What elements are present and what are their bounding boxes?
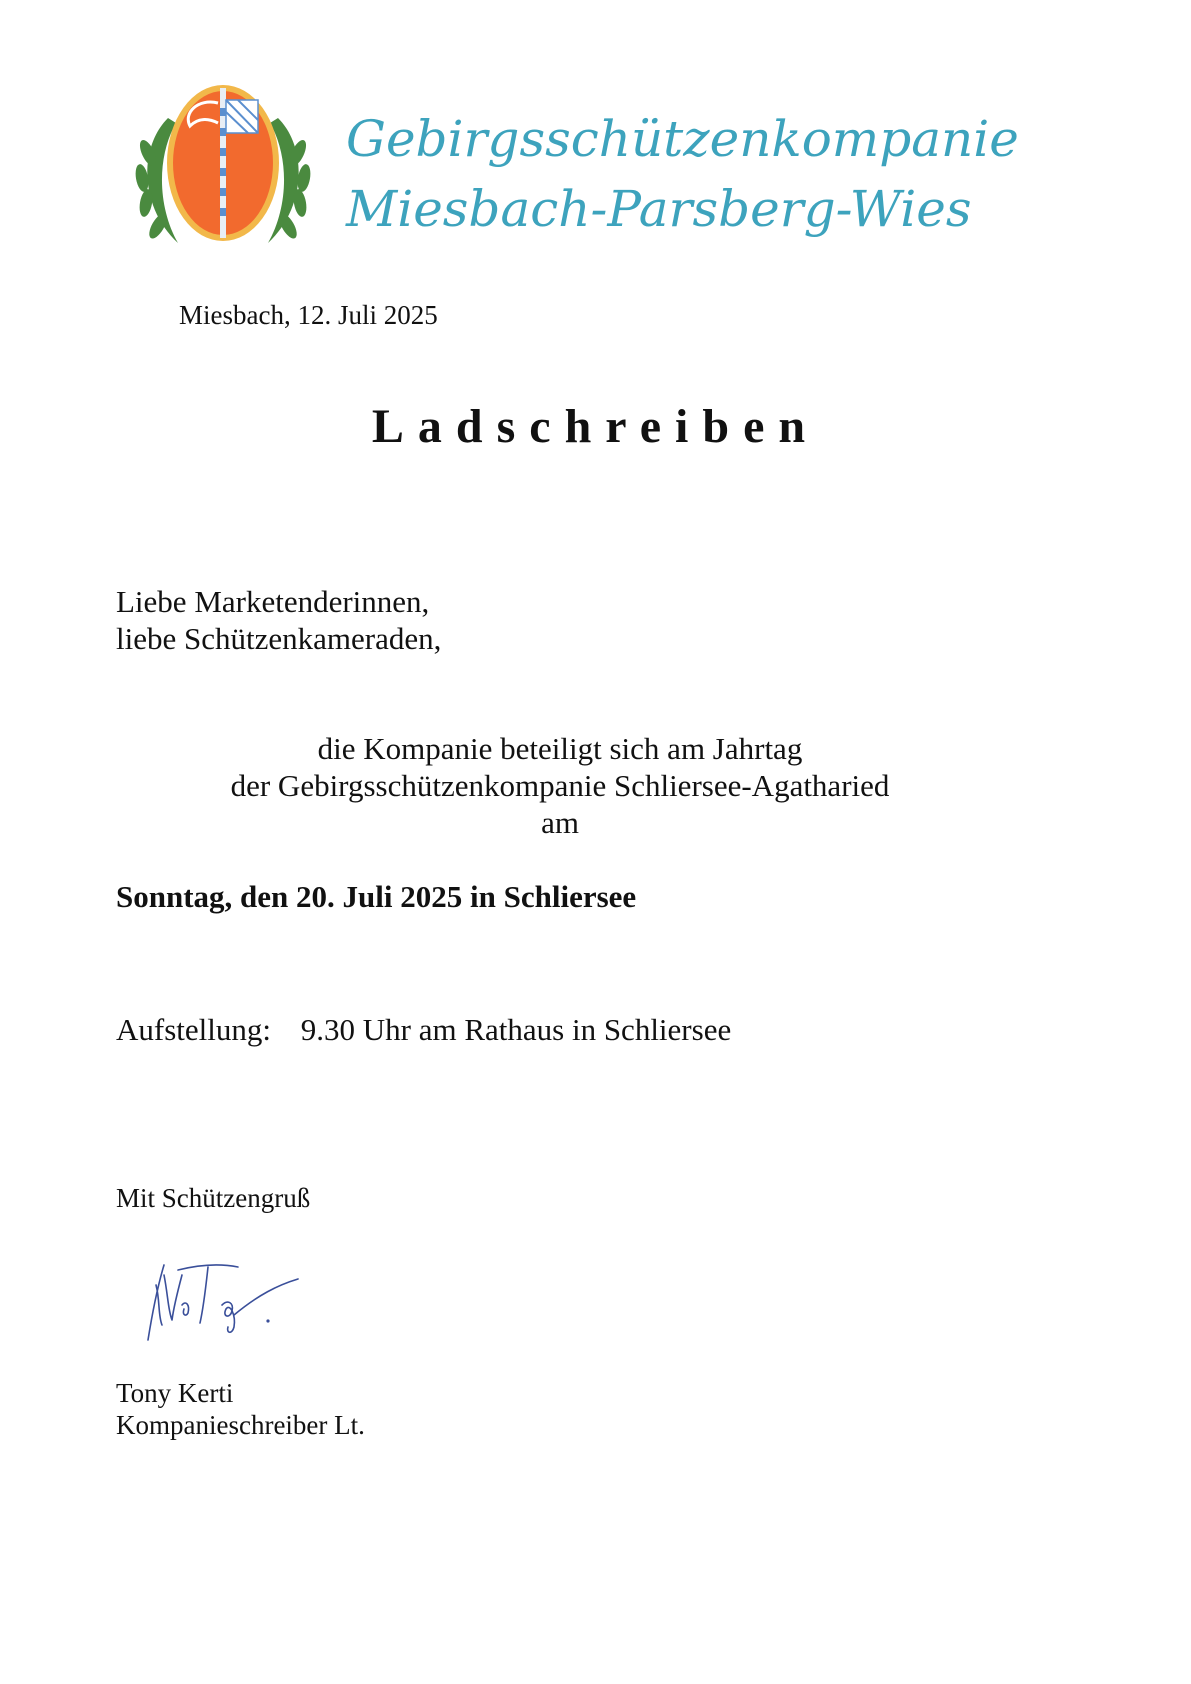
letterhead: [128, 78, 1019, 258]
signer-block: [116, 1377, 365, 1441]
assembly-label: Aufstellung:: [116, 1012, 271, 1047]
place-date: Miesbach, 12. Juli 2025: [179, 300, 438, 330]
invitation-body: [150, 730, 970, 841]
body-line1: die Kompanie beteiligt sich am Jahrtag: [317, 731, 803, 766]
closing-greeting: Mit Schützengruß: [116, 1183, 311, 1213]
body-line2: der Gebirgsschützenkompanie Schliersee-Agatharied: [230, 768, 890, 803]
company-crest-icon: [128, 78, 318, 258]
signer-role: Kompanieschreiber Lt.: [116, 1410, 365, 1440]
company-name-line2: Miesbach-Parsberg-Wies: [346, 180, 972, 238]
assembly-info: [116, 1012, 731, 1048]
assembly-value: 9.30 Uhr am Rathaus in Schliersee: [300, 1012, 732, 1047]
document-title: Ladschreiben: [371, 400, 820, 453]
body-line3: am: [541, 805, 579, 840]
salutation-line2: liebe Schützenkameraden,: [116, 621, 442, 656]
salutation: [116, 583, 441, 657]
handwritten-signature: [138, 1245, 308, 1345]
company-name-line1: Gebirgsschützenkompanie: [346, 110, 1019, 168]
event-date-place: Sonntag, den 20. Juli 2025 in Schliersee: [116, 879, 637, 914]
salutation-line1: Liebe Marketenderinnen,: [116, 584, 430, 619]
company-name: [346, 104, 1019, 244]
signer-name: Tony Kerti: [116, 1378, 234, 1408]
